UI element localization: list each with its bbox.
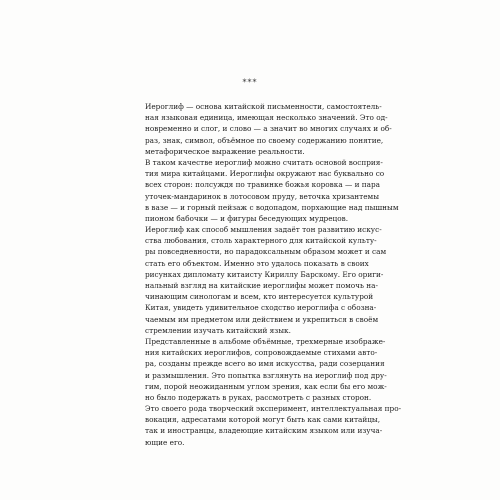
text-line: пионом бабочки — и фигуры беседующих мудрецов. bbox=[145, 213, 349, 223]
text-line: тия мира китайцами. Иероглифы окружают нас буквально со bbox=[145, 169, 385, 179]
text-line: чинающим синологам и всем, кто интересуется культурой bbox=[145, 292, 374, 302]
text-line: ния китайских иероглифов, сопровождаемые стихами авто- bbox=[145, 348, 378, 358]
text-line: Представленные в альбоме объёмные, трехмерные изображе- bbox=[145, 336, 386, 346]
text-line: Иероглиф как способ мышления задаёт тон развитию искус- bbox=[145, 225, 382, 235]
text-line: уточек-мандаринок в лотосовом пруду, веточка хризантемы bbox=[145, 191, 380, 201]
text-line: всех сторон: полсуждя по травинке божья коровка — и пара bbox=[145, 180, 381, 190]
text-line: раз, знак, символ, объёмное по своему содержанию понятие, bbox=[145, 135, 384, 145]
text-line: новременно и слог, и слово — а значит во многих случаях и об- bbox=[145, 124, 392, 134]
text-line: ра, созданы прежде всего во имя искусства, ради созерцания bbox=[145, 359, 385, 369]
body-text bbox=[145, 101, 402, 448]
text-line: и размышления. Это попытка взглянуть на иероглиф под дру- bbox=[145, 370, 387, 380]
text-line: Иероглиф — основа китайской письменности, самостоятель- bbox=[145, 102, 382, 111]
text-line: ры повседневности, но парадоксальным образом может и сам bbox=[145, 247, 387, 257]
text-line: так и иностранцы, владеющие китайским языком или изуча- bbox=[145, 426, 383, 436]
text-line: нальный взгляд на китайские иероглифы может помочь на- bbox=[145, 281, 378, 290]
text-line: стать его объектом. Именно это удалось показать в своих bbox=[145, 258, 369, 268]
text-line: вокация, адресатами которой могут быть как сами китайцы, bbox=[145, 415, 381, 425]
text-line: метафорическое выражение реальности. bbox=[145, 146, 305, 156]
section-ornament: *** bbox=[242, 78, 258, 87]
text-line: ющие его. bbox=[145, 437, 185, 447]
text-line: ства любования, столь характерного для китайской культу- bbox=[145, 236, 377, 246]
text-line: гим, порой неожиданным углом зрения, как если бы его мож- bbox=[145, 381, 387, 391]
text-line: в вазе — и горный пейзаж с водопадом, порхающие над пышным bbox=[145, 202, 399, 212]
text-line: стремлении изучать китайский язык. bbox=[145, 325, 291, 335]
text-line: Китая, увидеть удивительное сходство иероглифа с обозна- bbox=[145, 303, 377, 313]
text-line: ная языковая единица, имеющая несколько значений. Это од- bbox=[145, 113, 388, 123]
text-line: но было подержать в руках, рассмотреть с разных сторон. bbox=[145, 392, 372, 402]
text-line: В таком качестве иероглиф можно считать основой восприя- bbox=[145, 157, 383, 167]
text-line: чаемым им предметом или действием и укрепиться в своём bbox=[145, 314, 379, 324]
text-line: рисунках дипломату китаисту Кириллу Барскому. Его ориги- bbox=[145, 269, 384, 279]
text-line: Это своего рода творческий эксперимент, интеллектуальная про- bbox=[145, 404, 402, 414]
